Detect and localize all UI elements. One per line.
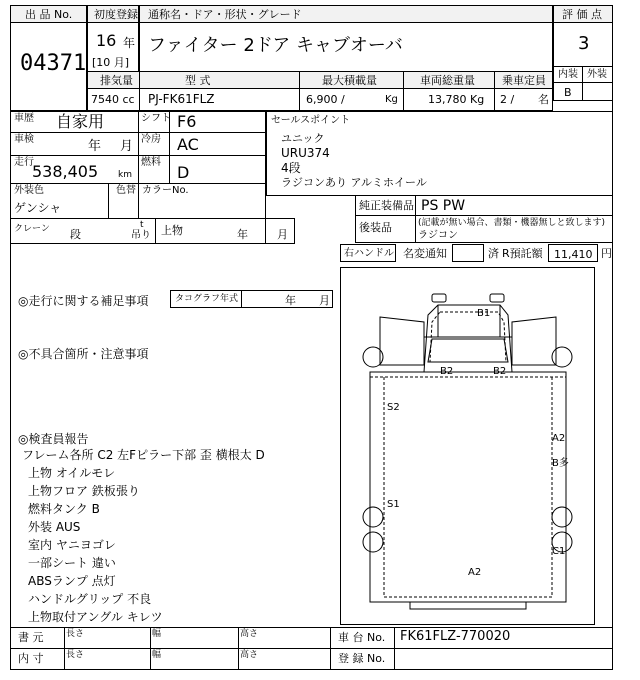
gross-weight-label: 車両総重量 (420, 74, 475, 87)
sales-point-2: URU374 (281, 146, 330, 160)
aftermarket-label: 後装品 (359, 221, 392, 234)
tachograph-month: 月 (319, 294, 330, 307)
mileage-label: 走行 (14, 157, 34, 168)
length-label: 長さ (66, 650, 85, 660)
inspector-label: ◎検査員報告 (18, 432, 89, 446)
fuel-label: 燃料 (141, 157, 161, 168)
diagram-label: C1 (552, 546, 566, 557)
inspector-line: ハンドルグリップ 不良 (28, 592, 152, 606)
inspector-line: 上物取付アングル キレツ (28, 610, 163, 624)
color-change-label: 色替 (116, 185, 136, 196)
crane-top-label: 上物 (161, 224, 183, 237)
height-label: 高さ (240, 629, 259, 639)
equipment-box (355, 195, 613, 216)
sales-point-1: ユニック (281, 132, 325, 145)
diagram-label: B2 (493, 366, 507, 377)
equipment-value: PS PW (421, 198, 466, 214)
lot-number-box (10, 22, 87, 111)
inspector-line: 外装 AUS (28, 520, 81, 534)
mileage-unit: km (118, 170, 132, 180)
sales-point-3: 4段 (281, 161, 301, 175)
shift-label: シフト (141, 113, 171, 124)
model-code: PJ-FK61FLZ (148, 92, 215, 106)
model-name-label-box (139, 5, 553, 23)
interior-label: 内装 (558, 69, 578, 80)
mileage: 538,405 (32, 162, 99, 181)
inspector-line: 燃料タンク B (28, 502, 100, 516)
lot-label: 出 品 No. (25, 8, 73, 21)
shift: F6 (177, 112, 197, 131)
chassis-label: 車 台 No. (338, 631, 386, 644)
grade: 3 (578, 33, 590, 54)
spec-label-row (87, 71, 553, 89)
recycle-label: R預託額 (502, 247, 543, 260)
crane-t: t (140, 220, 144, 230)
interior-grade: B (564, 86, 572, 99)
recycle-unit: 円 (601, 247, 612, 260)
name-change-box (452, 244, 484, 262)
chassis-no: FK61FLZ-770020 (400, 629, 511, 644)
lot-number: 04371 (20, 51, 87, 76)
first-reg-year: 16 (96, 31, 117, 50)
recycle-value: 11,410 (554, 248, 593, 261)
model-code-label: 型 式 (185, 74, 211, 87)
interior-label-box (553, 66, 583, 83)
diagram-label: S2 (387, 402, 400, 413)
exterior-label-box (582, 66, 613, 83)
inspector-line: 上物 オイルモレ (28, 466, 116, 480)
color-no-label: カラーNo. (142, 185, 189, 196)
fuel: D (177, 163, 190, 182)
length-label: 長さ (66, 629, 85, 639)
grade-label-box (553, 5, 613, 23)
model-name-box (139, 22, 553, 72)
gross-weight: 13,780 Kg (428, 93, 485, 106)
first-reg-label: 初度登録 (94, 8, 138, 21)
displacement-label: 排気量 (100, 74, 133, 87)
crane-stage: 段 (70, 228, 81, 241)
height-label: 高さ (240, 650, 259, 660)
drive-side-box (340, 244, 396, 262)
capacity: 2 / (500, 93, 515, 106)
width-label: 幅 (152, 629, 162, 639)
footer-row1-label: 書 元 (18, 631, 44, 644)
interior-grade-box (553, 82, 583, 101)
tachograph-year: 年 (285, 294, 296, 307)
sales-points-box (266, 111, 613, 196)
diagram-label: S1 (387, 499, 400, 510)
model-name: ファイター 2ドア キャブオーバ (148, 35, 403, 56)
inspection-year: 年 (88, 139, 102, 154)
width-label: 幅 (152, 650, 162, 660)
max-load: 6,900 / (306, 93, 345, 106)
history: 自家用 (56, 112, 105, 131)
driving-notes-label: ◎走行に関する補足事項 (18, 294, 149, 308)
capacity-unit: 名 (538, 93, 549, 106)
exterior-label: 外装 (587, 69, 607, 80)
lot-label-box (10, 5, 87, 23)
diagram-label: A2 (552, 433, 566, 444)
ac-label: 冷房 (141, 134, 161, 145)
diagram-label: B2 (440, 366, 454, 377)
equipment-label: 純正装備品 (359, 199, 414, 212)
first-reg-box (87, 22, 139, 72)
truck-diagram (340, 267, 595, 625)
crane-year: 年 (237, 228, 248, 241)
crane-top-box (155, 218, 295, 244)
color-label: 外装色 (14, 185, 44, 196)
history-label: 車歴 (14, 113, 34, 124)
inspector-line: 一部シート 違い (28, 556, 116, 570)
crane-lift: 吊り (131, 230, 151, 241)
aftermarket-note: (記載が無い場合、書類・機器無しと致します) (418, 218, 606, 228)
recycle-box (548, 244, 598, 262)
inspector-line: フレーム各所 C2 左Fピラー下部 歪 横根太 D (22, 448, 265, 462)
tachograph-box (170, 290, 333, 308)
diagram-label: B1 (477, 308, 491, 319)
tachograph-label: タコグラフ年式 (175, 294, 239, 304)
sales-points-label: セールスポイント (271, 115, 351, 126)
capacity-label: 乗車定員 (502, 74, 546, 87)
diagram-label: B多 (552, 458, 569, 469)
crane-label: クレーン (14, 224, 50, 234)
color: ゲンシャ (14, 201, 62, 215)
max-load-unit: Kg (385, 94, 398, 105)
ac: AC (177, 135, 199, 154)
aftermarket-box (355, 215, 613, 243)
inspector-line: 上物フロア 鉄板張り (28, 484, 140, 498)
registration-label: 登 録 No. (338, 652, 386, 665)
inspection-month: 月 (120, 139, 134, 154)
grade-box (553, 22, 613, 67)
diagram-label: A2 (468, 567, 482, 578)
max-load-label: 最大積載量 (322, 74, 377, 87)
exterior-grade-box (582, 82, 613, 101)
inspection-label: 車検 (14, 134, 34, 145)
name-change-label: 名変通知 (403, 247, 447, 260)
first-reg-month: [10 月] (92, 56, 130, 69)
footer-row2-label: 内 寸 (18, 652, 44, 665)
recycle-prefix: 済 (488, 247, 499, 260)
inspector-line: 室内 ヤニヨゴレ (28, 538, 116, 552)
inspector-line: ABSランプ 点灯 (28, 574, 116, 588)
displacement: 7540 cc (91, 93, 135, 106)
crane-month: 月 (277, 228, 288, 241)
aftermarket-value: ラジコン (418, 230, 458, 241)
sales-point-4: ラジコンあり アルミホイール (281, 176, 427, 189)
first-reg-label-box (87, 5, 139, 23)
grade-label: 評 価 点 (562, 8, 602, 21)
model-name-label: 通称名・ドア・形状・グレード (148, 8, 302, 21)
drive-side: 右ハンドル (344, 248, 394, 259)
defects-label: ◎不具合箇所・注意事項 (18, 347, 149, 361)
first-reg-year-unit: 年 (123, 36, 136, 50)
